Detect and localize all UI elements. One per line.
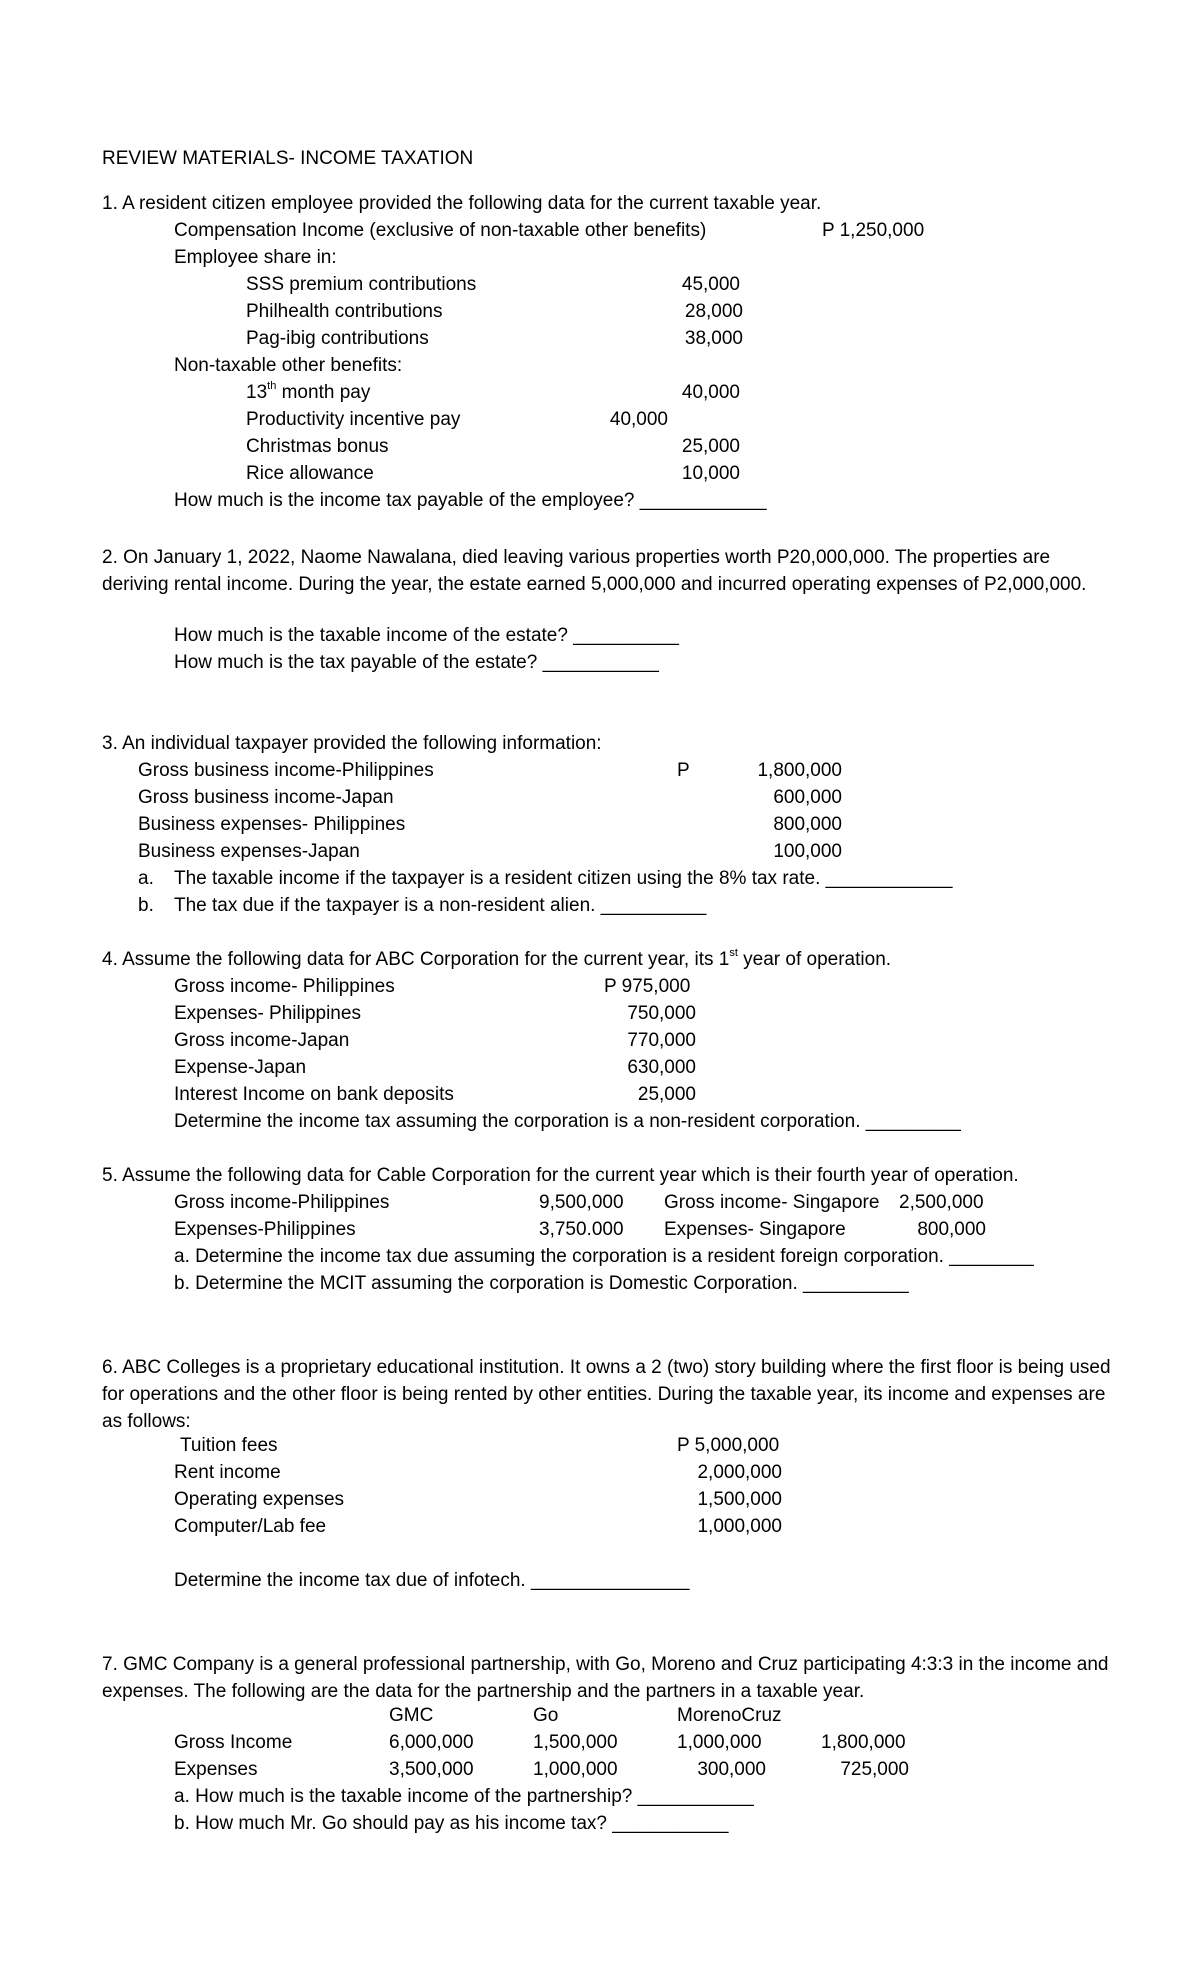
q1-productivity-value: 40,000 — [609, 409, 668, 430]
q6-tuition-value: P 5,000,000 — [677, 1435, 780, 1456]
q1-productivity-label: Productivity incentive pay — [246, 409, 461, 430]
q6-lab-value: 1,000,000 — [697, 1516, 782, 1537]
q5-gi-sg-label: Gross income- Singapore — [664, 1192, 880, 1213]
q5-gi-ph-label: Gross income-Philippines — [174, 1192, 390, 1213]
q1-sss-label: SSS premium contributions — [246, 274, 477, 295]
q1-question: How much is the income tax payable of the employee? ____________ — [174, 490, 767, 511]
q2-question-b: How much is the tax payable of the estate? ___________ — [174, 652, 659, 673]
q7-gi-label: Gross Income — [174, 1732, 293, 1753]
q6-opex-value: 1,500,000 — [697, 1489, 782, 1510]
q1-christmas-label: Christmas bonus — [246, 436, 389, 457]
q3-item-b-text: The tax due if the taxpayer is a non-resident alien. __________ — [174, 895, 707, 916]
q7-question-b: b. How much Mr. Go should pay as his income tax? ___________ — [174, 1813, 729, 1834]
q6-tuition-label: Tuition fees — [180, 1435, 278, 1456]
q7-col-go: Go — [533, 1705, 559, 1726]
q4-question: Determine the income tax assuming the corporation is a non-resident corporation. _________ — [174, 1111, 961, 1132]
q7-gi-cruz: 1,800,000 — [821, 1732, 906, 1753]
q4-ex-jp-value: 630,000 — [627, 1057, 696, 1078]
q3-be-jp-label: Business expenses-Japan — [138, 841, 360, 862]
q1-sss-value: 45,000 — [681, 274, 740, 295]
q6-opex-label: Operating expenses — [174, 1489, 345, 1510]
q3-be-ph-value: 800,000 — [773, 814, 842, 835]
q5-ex-sg-value: 800,000 — [917, 1219, 986, 1240]
q1-compensation-value: P 1,250,000 — [822, 220, 925, 241]
q5-question-a: a. Determine the income tax due assuming the corporation is a resident foreign corporation. ________ — [174, 1246, 1034, 1267]
q4-ex-ph-value: 750,000 — [627, 1003, 696, 1024]
q4-gi-ph-label: Gross income- Philippines — [174, 976, 395, 997]
q3-be-jp-value: 100,000 — [773, 841, 842, 862]
q6-lab-label: Computer/Lab fee — [174, 1516, 327, 1537]
q7-question-a: a. How much is the taxable income of the partnership? ___________ — [174, 1786, 754, 1807]
q7-gi-gmc: 6,000,000 — [389, 1732, 474, 1753]
q4-gi-jp-label: Gross income-Japan — [174, 1030, 350, 1051]
q1-thirteenth-value: 40,000 — [681, 382, 740, 403]
q4-gi-jp-value: 770,000 — [627, 1030, 696, 1051]
q5-question-b: b. Determine the MCIT assuming the corporation is Domestic Corporation. __________ — [174, 1273, 909, 1294]
q6-question: Determine the income tax due of infotech. _______________ — [174, 1570, 690, 1591]
q4-ex-jp-label: Expense-Japan — [174, 1057, 307, 1078]
q4-intro: 4. Assume the following data for ABC Corporation for the current year, its 1st year of operation. — [102, 946, 892, 970]
q1-pagibig-label: Pag-ibig contributions — [246, 328, 429, 349]
q5-gi-ph-value: 9,500,000 — [539, 1192, 624, 1213]
q1-christmas-value: 25,000 — [681, 436, 740, 457]
q1-philhealth-label: Philhealth contributions — [246, 301, 443, 322]
q3-gbi-ph-label: Gross business income-Philippines — [138, 760, 434, 781]
document-title: REVIEW MATERIALS- INCOME TAXATION — [102, 148, 474, 169]
q1-philhealth-value: 28,000 — [684, 301, 743, 322]
q6-rent-value: 2,000,000 — [697, 1462, 782, 1483]
q3-currency: P — [677, 760, 690, 781]
q1-pagibig-value: 38,000 — [684, 328, 743, 349]
q7-col-gmc: GMC — [389, 1705, 434, 1726]
q1-employee-share-label: Employee share in: — [174, 247, 337, 268]
q7-gi-go: 1,500,000 — [533, 1732, 618, 1753]
q2-paragraph: 2. On January 1, 2022, Naome Nawalana, died leaving various properties worth P20,000,000. The properties are deriving rental income. During the year, the estate earned 5,000,000 and incurred operating expenses of P2,000,000. — [102, 547, 1087, 595]
q3-be-ph-label: Business expenses- Philippines — [138, 814, 406, 835]
q4-interest-label: Interest Income on bank deposits — [174, 1084, 454, 1105]
q4-gi-ph-value: P 975,000 — [604, 976, 691, 997]
q3-item-b-marker: b. — [138, 895, 154, 916]
q1-rice-label: Rice allowance — [246, 463, 374, 484]
q2-question-a: How much is the taxable income of the estate? __________ — [174, 625, 679, 646]
q6-rent-label: Rent income — [174, 1462, 281, 1483]
q7-paragraph: 7. GMC Company is a general professional partnership, with Go, Moreno and Cruz participating 4:3:3 in the income and expenses. The following are the data for the partnership and the partners in a taxable year. — [102, 1654, 1109, 1702]
q3-gbi-jp-value: 600,000 — [773, 787, 842, 808]
q7-col-moreno-cruz: MorenoCruz — [677, 1705, 782, 1726]
q4-ex-ph-label: Expenses- Philippines — [174, 1003, 361, 1024]
q3-gbi-ph-value: 1,800,000 — [757, 760, 842, 781]
q3-intro: 3. An individual taxpayer provided the following information: — [102, 733, 602, 754]
q5-ex-ph-value: 3,750.000 — [539, 1219, 624, 1240]
q6-paragraph: 6. ABC Colleges is a proprietary educational institution. It owns a 2 (two) story building where the first floor is being used for operations and the other floor is being rented by other entities. During the taxable year, its income and expenses are as follows: — [102, 1357, 1111, 1432]
q5-gi-sg-value: 2,500,000 — [899, 1192, 984, 1213]
q7-ex-gmc: 3,500,000 — [389, 1759, 474, 1780]
q1-nontaxable-label: Non-taxable other benefits: — [174, 355, 403, 376]
q7-gi-moreno: 1,000,000 — [677, 1732, 762, 1753]
q3-item-a-text: The taxable income if the taxpayer is a resident citizen using the 8% tax rate. ____________ — [174, 868, 953, 889]
q1-intro: 1. A resident citizen employee provided the following data for the current taxable year. — [102, 193, 822, 214]
q7-ex-moreno: 300,000 — [697, 1759, 766, 1780]
q5-ex-sg-label: Expenses- Singapore — [664, 1219, 846, 1240]
q3-item-a-marker: a. — [138, 868, 154, 889]
q1-thirteenth-label: 13th month pay — [246, 379, 371, 403]
q5-ex-ph-label: Expenses-Philippines — [174, 1219, 356, 1240]
q5-intro: 5. Assume the following data for Cable Corporation for the current year which is their fourth year of operation. — [102, 1165, 1019, 1186]
q7-ex-cruz: 725,000 — [840, 1759, 909, 1780]
q7-ex-go: 1,000,000 — [533, 1759, 618, 1780]
q1-compensation-label: Compensation Income (exclusive of non-taxable other benefits) — [174, 220, 707, 241]
q1-rice-value: 10,000 — [681, 463, 740, 484]
q4-interest-value: 25,000 — [637, 1084, 696, 1105]
q3-gbi-jp-label: Gross business income-Japan — [138, 787, 394, 808]
q7-ex-label: Expenses — [174, 1759, 258, 1780]
